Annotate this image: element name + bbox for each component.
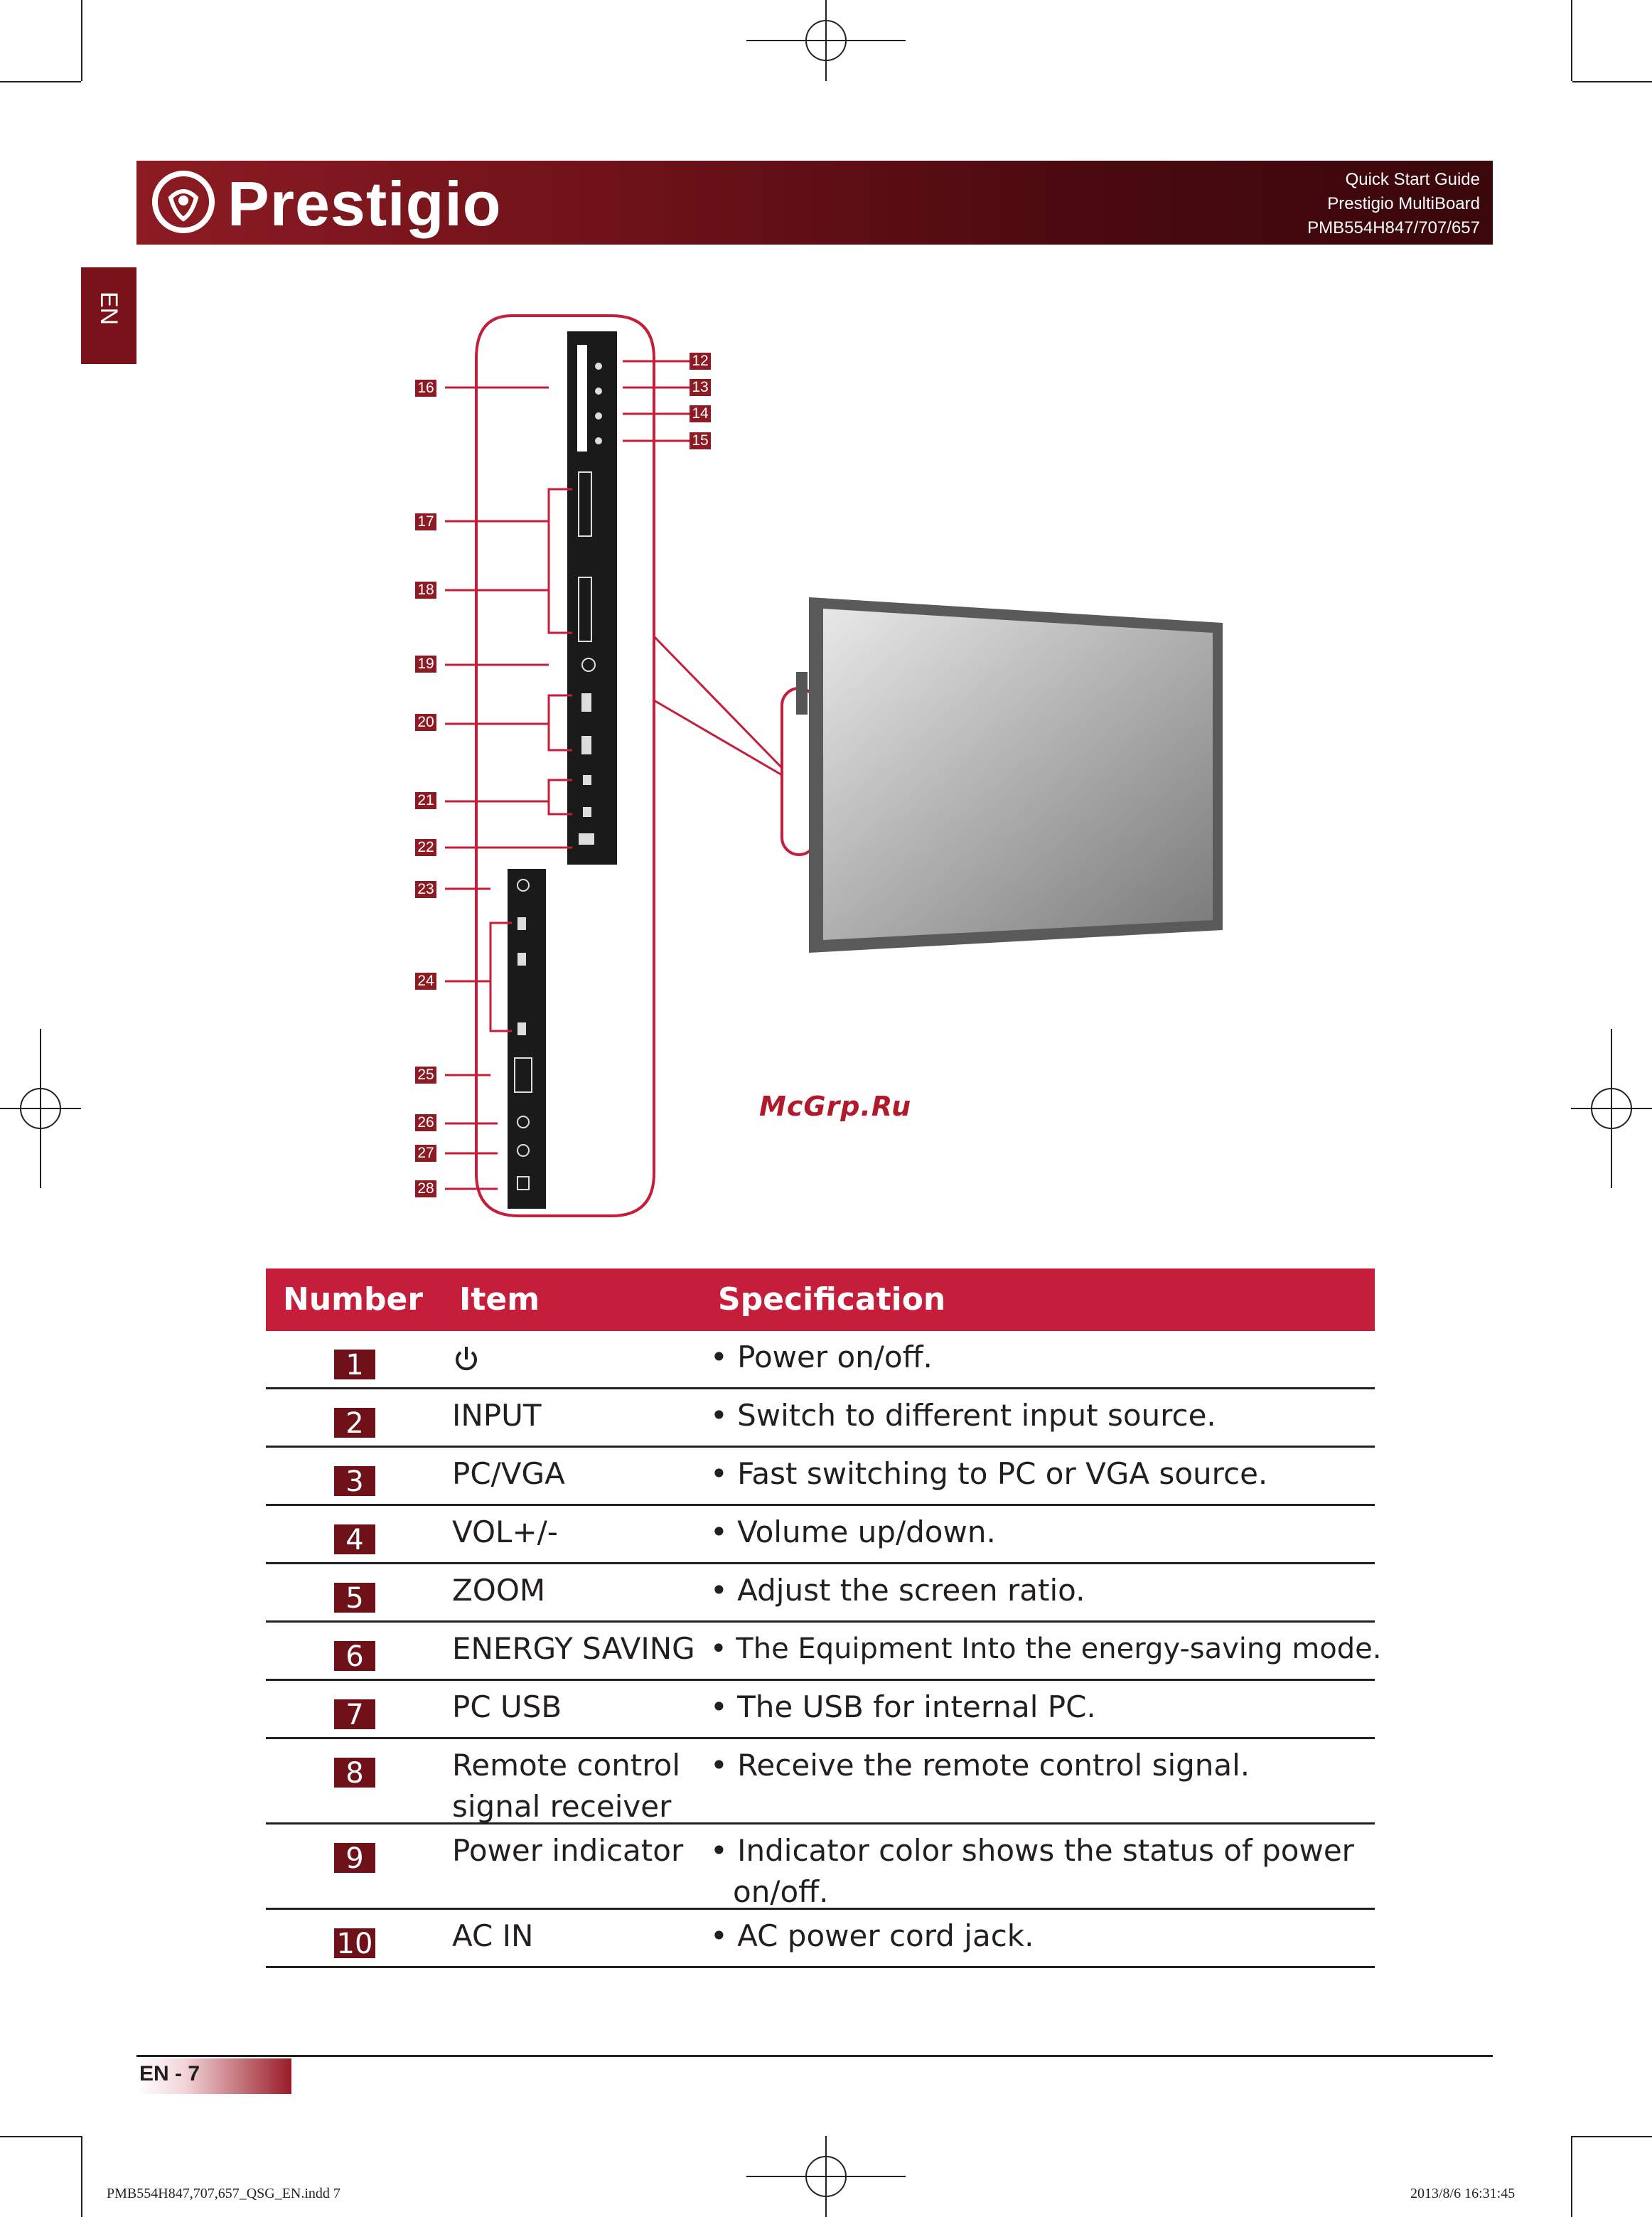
spec-table xyxy=(266,1268,1382,1968)
row-item: PC/VGA xyxy=(452,1456,565,1491)
row-item: AC IN xyxy=(452,1918,534,1953)
row-number: 7 xyxy=(334,1699,375,1729)
header-line-guide: Quick Start Guide xyxy=(1345,170,1480,189)
panel-outline xyxy=(476,316,654,1216)
callout-13: 13 xyxy=(690,379,711,396)
callout-27: 27 xyxy=(415,1145,436,1162)
row-spec: • Switch to different input source. xyxy=(710,1398,1216,1433)
page-number: EN - 7 xyxy=(139,2062,200,2085)
row-number: 8 xyxy=(334,1758,375,1788)
header-spec: Specification xyxy=(718,1281,946,1318)
callout-20: 20 xyxy=(415,714,436,731)
table-row xyxy=(266,1739,1375,1825)
table-row xyxy=(266,1331,1375,1389)
table-row xyxy=(266,1389,1375,1448)
table-row xyxy=(266,1681,1375,1739)
row-number: 3 xyxy=(334,1466,375,1496)
lower-port-strip xyxy=(508,869,546,1209)
row-spec: • The Equipment Into the energy-saving mode. xyxy=(710,1633,1382,1665)
header-line-model: PMB554H847/707/657 xyxy=(1307,218,1480,237)
callout-17: 17 xyxy=(415,513,436,530)
language-tab-label: EN xyxy=(95,292,122,326)
table-row xyxy=(266,1825,1375,1910)
row-number: 6 xyxy=(334,1641,375,1671)
header-item: Item xyxy=(459,1281,540,1318)
row-number: 5 xyxy=(334,1583,375,1613)
callout-26: 26 xyxy=(415,1114,436,1131)
row-item: ENERGY SAVING xyxy=(452,1631,695,1666)
row-item xyxy=(452,1337,701,1386)
callout-14: 14 xyxy=(690,405,711,422)
table-row xyxy=(266,1623,1382,1681)
callout-28: 28 xyxy=(415,1180,436,1197)
header-line-product: Prestigio MultiBoard xyxy=(1327,194,1480,213)
row-number: 4 xyxy=(334,1524,375,1554)
row-item: VOL+/- xyxy=(452,1514,558,1549)
brand-name: Prestigio xyxy=(227,169,502,239)
row-item: ZOOM xyxy=(452,1573,546,1608)
row-item: PC USB xyxy=(452,1689,562,1724)
callout-16: 16 xyxy=(415,380,436,397)
table-row xyxy=(266,1564,1375,1623)
callout-18: 18 xyxy=(415,582,436,599)
callout-21: 21 xyxy=(415,792,436,809)
callout-19: 19 xyxy=(415,656,436,673)
watermark: McGrp.Ru xyxy=(759,1091,912,1122)
file-slug: PMB554H847,707,657_QSG_EN.indd 7 xyxy=(107,2186,340,2201)
table-header xyxy=(266,1268,1375,1331)
header-number: Number xyxy=(283,1281,424,1318)
row-spec: • Receive the remote control signal. xyxy=(710,1748,1250,1783)
row-spec: • Adjust the screen ratio. xyxy=(710,1573,1085,1608)
callout-24: 24 xyxy=(415,973,436,990)
row-item: INPUT xyxy=(452,1398,542,1433)
row-number: 9 xyxy=(334,1843,375,1873)
row-spec: • AC power cord jack. xyxy=(710,1918,1034,1953)
row-spec: • Fast switching to PC or VGA source. xyxy=(710,1456,1268,1491)
callout-12: 12 xyxy=(690,353,711,370)
row-spec: • Power on/off. xyxy=(710,1340,933,1374)
row-spec: • The USB for internal PC. xyxy=(710,1689,1096,1724)
row-number: 10 xyxy=(334,1928,375,1958)
footer-rule xyxy=(136,2055,1493,2057)
table-row xyxy=(266,1506,1375,1564)
row-number: 2 xyxy=(334,1408,375,1438)
row-spec: • Indicator color shows the status of power on/off. xyxy=(710,1833,1354,1909)
callout-23: 23 xyxy=(415,881,436,898)
table-row xyxy=(266,1448,1375,1506)
row-number: 1 xyxy=(334,1350,375,1379)
monitor-illustration xyxy=(796,597,1223,953)
power-icon xyxy=(451,1344,482,1375)
table-row xyxy=(266,1910,1375,1968)
callout-15: 15 xyxy=(690,432,711,449)
callout-25: 25 xyxy=(415,1067,436,1084)
row-item: Remote control signal receiver xyxy=(452,1748,680,1824)
callout-22: 22 xyxy=(415,839,436,856)
row-item: Power indicator xyxy=(452,1833,684,1868)
row-spec: • Volume up/down. xyxy=(710,1514,996,1549)
print-timestamp: 2013/8/6 16:31:45 xyxy=(1410,2186,1516,2201)
